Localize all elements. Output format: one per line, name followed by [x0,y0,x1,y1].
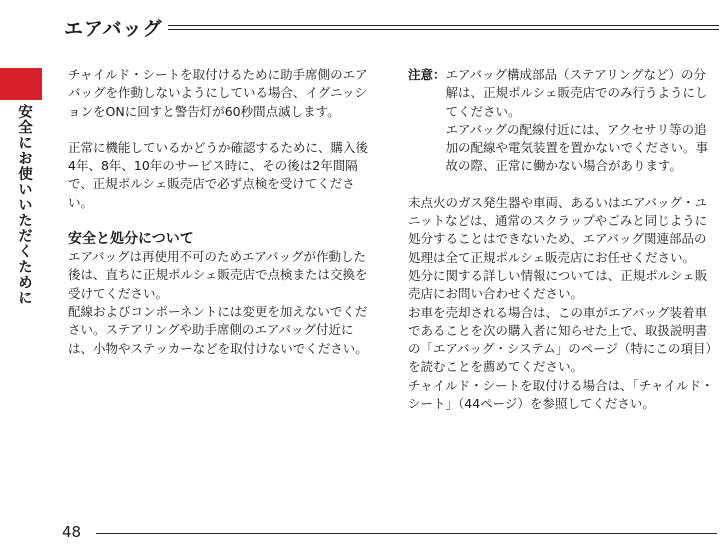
section-heading-safety-disposal: 安全と処分について [68,231,194,248]
paragraph-child-seat: チャイルド・シートを取付ける場合は、「チャイルド・シート」（44ページ）を参照してください。 [408,377,714,412]
page-title: エアバッグ [64,18,163,40]
paragraph-resale: お車を売却される場合は、この車がエアバッグ装着車であることを次の購入者に知らせた上で、取扱説明書の「エアバッグ・システム」のページ（特にこの項目）を読むことを薦めてください。 [408,304,712,375]
right-column [408,66,714,413]
paragraph-warning-light: チャイルド・シートを取付けるために助手席側のエアバッグを作動しないようにしている場合、イグニッションをONに回すと警告灯が60秒間点滅します。 [68,67,368,119]
paragraph-disposal-info: 処分に関する詳しい情報については、正規ポルシェ販売店にお問い合わせください。 [408,267,708,302]
caution-note [408,66,714,176]
paragraph-disposal: 未点火のガス発生器や車両、あるいはエアバッグ・ユニットなどは、通常のスクラップやごみと同じように処分することはできないため、エアバッグ関連部品の処理は全て正規ポルシェ販売店にお任せください。 [408,194,708,265]
page-number: 48 [62,523,82,541]
header-rule [168,25,719,30]
section-side-label: 安全にお使いいただくために [16,104,32,306]
paragraph-wiring: 配線およびコンポーネントには変更を加えないでください。ステアリングや助手席側のエアバッグ付近には、小物やステッカーなどを取付けないでください。 [68,303,368,356]
caution-label: 注意： [408,67,446,82]
caution-disassembly: エアバッグ構成部品（ステアリングなど）の分解は、正規ポルシェ販売店でのみ行うようにしてください。 [445,67,708,119]
left-column [68,66,374,358]
paragraph-replacement: エアバッグは再使用不可のためエアバッグが作動した後は、直ちに正規ポルシェ販売店で点検または交換を受けてください。 [68,249,368,301]
paragraph-inspection: 正常に機能しているかどうか確認するために、購入後4年、8年、10年のサービス時に、その後は2年間隔で、正規ポルシェ販売店で必ず点検を受けてください。 [68,139,369,210]
caution-wiring-accessories: エアバッグの配線付近には、アクセサリ等の追加の配線や電気装置を置かないでください。事故の際、正常に働かない場合があります。 [445,121,709,174]
footer-rule [96,533,717,534]
section-tab-marker [0,68,42,100]
